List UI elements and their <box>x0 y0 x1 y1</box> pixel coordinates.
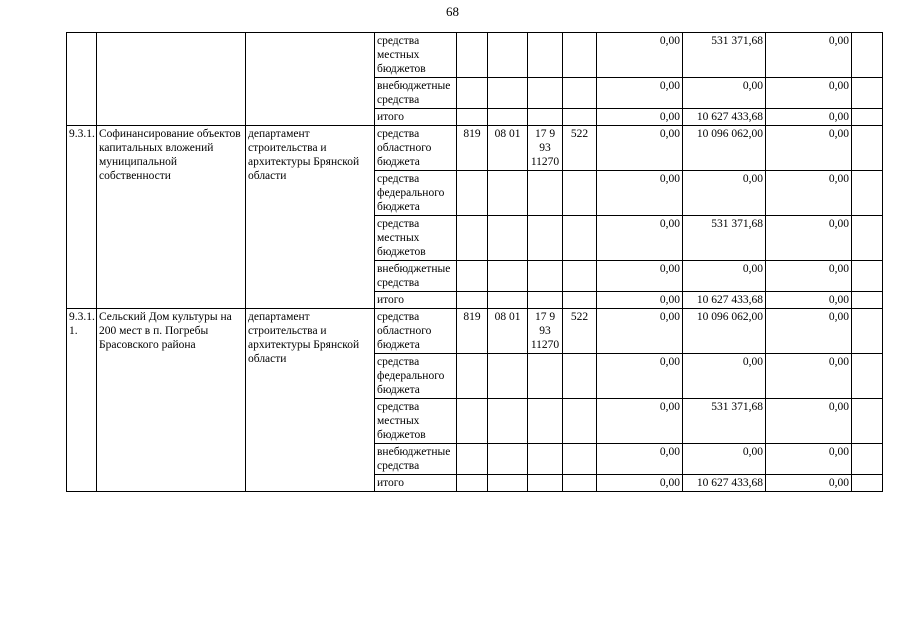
amount-cell: 0,00 <box>766 475 852 492</box>
grbs-code <box>457 261 488 292</box>
empty-cell <box>852 399 883 444</box>
expense-type-code <box>563 444 597 475</box>
amount-cell: 0,00 <box>766 261 852 292</box>
grbs-code: 819 <box>457 126 488 171</box>
amount-cell: 0,00 <box>597 292 683 309</box>
amount-cell: 10 627 433,68 <box>683 475 766 492</box>
amount-cell: 531 371,68 <box>683 399 766 444</box>
amount-cell: 0,00 <box>683 78 766 109</box>
amount-cell: 531 371,68 <box>683 216 766 261</box>
funding-source: средства местных бюджетов <box>375 216 457 261</box>
amount-cell: 0,00 <box>683 354 766 399</box>
expense-type-code: 522 <box>563 126 597 171</box>
amount-cell: 0,00 <box>766 444 852 475</box>
target-article-code: 17 9 93 11270 <box>528 126 563 171</box>
amount-cell: 0,00 <box>766 309 852 354</box>
empty-cell <box>852 261 883 292</box>
target-article-code <box>528 78 563 109</box>
item-executor: департамент строительства и архитектуры Брянской области <box>246 309 375 492</box>
amount-cell: 0,00 <box>597 109 683 126</box>
target-article-code <box>528 261 563 292</box>
target-article-code <box>528 171 563 216</box>
grbs-code <box>457 109 488 126</box>
section-code <box>488 33 528 78</box>
empty-cell <box>852 171 883 216</box>
expense-type-code <box>563 216 597 261</box>
item-name <box>97 33 246 126</box>
section-code <box>488 261 528 292</box>
section-code <box>488 475 528 492</box>
funding-source: внебюджетные средства <box>375 444 457 475</box>
amount-cell: 0,00 <box>766 399 852 444</box>
expense-type-code <box>563 33 597 78</box>
amount-cell: 0,00 <box>766 171 852 216</box>
section-code <box>488 444 528 475</box>
table-row <box>67 33 883 78</box>
target-article-code: 17 9 93 11270 <box>528 309 563 354</box>
expense-type-code <box>563 171 597 216</box>
empty-cell <box>852 292 883 309</box>
grbs-code <box>457 444 488 475</box>
funding-source: средства областного бюджета <box>375 309 457 354</box>
section-code <box>488 216 528 261</box>
amount-cell: 0,00 <box>766 354 852 399</box>
amount-cell: 10 096 062,00 <box>683 309 766 354</box>
empty-cell <box>852 309 883 354</box>
amount-cell: 0,00 <box>766 78 852 109</box>
item-executor: департамент строительства и архитектуры Брянской области <box>246 126 375 309</box>
funding-source: итого <box>375 292 457 309</box>
amount-cell: 0,00 <box>766 109 852 126</box>
expense-type-code <box>563 261 597 292</box>
target-article-code <box>528 399 563 444</box>
empty-cell <box>852 33 883 78</box>
amount-cell: 0,00 <box>683 171 766 216</box>
section-code <box>488 171 528 216</box>
item-name: Софинансирование объектов капитальных вложений муниципальной собственности <box>97 126 246 309</box>
amount-cell: 0,00 <box>766 33 852 78</box>
funding-source: средства федерального бюджета <box>375 354 457 399</box>
amount-cell: 531 371,68 <box>683 33 766 78</box>
grbs-code <box>457 475 488 492</box>
amount-cell: 0,00 <box>683 261 766 292</box>
empty-cell <box>852 126 883 171</box>
grbs-code: 819 <box>457 309 488 354</box>
section-code <box>488 78 528 109</box>
expense-type-code <box>563 78 597 109</box>
section-code <box>488 354 528 399</box>
empty-cell <box>852 78 883 109</box>
empty-cell <box>852 444 883 475</box>
amount-cell: 10 627 433,68 <box>683 292 766 309</box>
funding-source: средства областного бюджета <box>375 126 457 171</box>
item-name: Сельский Дом культуры на 200 мест в п. Погребы Брасовского района <box>97 309 246 492</box>
amount-cell: 0,00 <box>597 78 683 109</box>
expense-type-code: 522 <box>563 309 597 354</box>
table-row <box>67 126 883 171</box>
item-number: 9.3.1. 1. <box>67 309 97 492</box>
grbs-code <box>457 216 488 261</box>
amount-cell: 0,00 <box>597 126 683 171</box>
section-code: 08 01 <box>488 126 528 171</box>
amount-cell: 0,00 <box>597 309 683 354</box>
amount-cell: 0,00 <box>766 216 852 261</box>
budget-table <box>66 32 883 492</box>
grbs-code <box>457 399 488 444</box>
funding-source: внебюджетные средства <box>375 78 457 109</box>
table-row <box>67 309 883 354</box>
funding-source: средства федерального бюджета <box>375 171 457 216</box>
funding-source: средства местных бюджетов <box>375 33 457 78</box>
target-article-code <box>528 354 563 399</box>
target-article-code <box>528 444 563 475</box>
amount-cell: 0,00 <box>597 261 683 292</box>
item-executor <box>246 33 375 126</box>
item-number: 9.3.1. <box>67 126 97 309</box>
amount-cell: 0,00 <box>597 33 683 78</box>
grbs-code <box>457 171 488 216</box>
empty-cell <box>852 354 883 399</box>
section-code: 08 01 <box>488 309 528 354</box>
item-number <box>67 33 97 126</box>
amount-cell: 0,00 <box>597 444 683 475</box>
amount-cell: 0,00 <box>683 444 766 475</box>
target-article-code <box>528 109 563 126</box>
amount-cell: 0,00 <box>597 171 683 216</box>
empty-cell <box>852 109 883 126</box>
expense-type-code <box>563 399 597 444</box>
amount-cell: 10 096 062,00 <box>683 126 766 171</box>
target-article-code <box>528 475 563 492</box>
funding-source: итого <box>375 109 457 126</box>
target-article-code <box>528 216 563 261</box>
expense-type-code <box>563 475 597 492</box>
grbs-code <box>457 292 488 309</box>
grbs-code <box>457 78 488 109</box>
target-article-code <box>528 292 563 309</box>
section-code <box>488 399 528 444</box>
grbs-code <box>457 354 488 399</box>
amount-cell: 0,00 <box>766 126 852 171</box>
amount-cell: 0,00 <box>597 216 683 261</box>
amount-cell: 0,00 <box>597 399 683 444</box>
section-code <box>488 109 528 126</box>
grbs-code <box>457 33 488 78</box>
amount-cell: 0,00 <box>766 292 852 309</box>
empty-cell <box>852 475 883 492</box>
funding-source: средства местных бюджетов <box>375 399 457 444</box>
amount-cell: 10 627 433,68 <box>683 109 766 126</box>
expense-type-code <box>563 109 597 126</box>
empty-cell <box>852 216 883 261</box>
amount-cell: 0,00 <box>597 354 683 399</box>
expense-type-code <box>563 354 597 399</box>
amount-cell: 0,00 <box>597 475 683 492</box>
funding-source: внебюджетные средства <box>375 261 457 292</box>
funding-source: итого <box>375 475 457 492</box>
expense-type-code <box>563 292 597 309</box>
target-article-code <box>528 33 563 78</box>
page-number: 68 <box>446 4 459 19</box>
section-code <box>488 292 528 309</box>
